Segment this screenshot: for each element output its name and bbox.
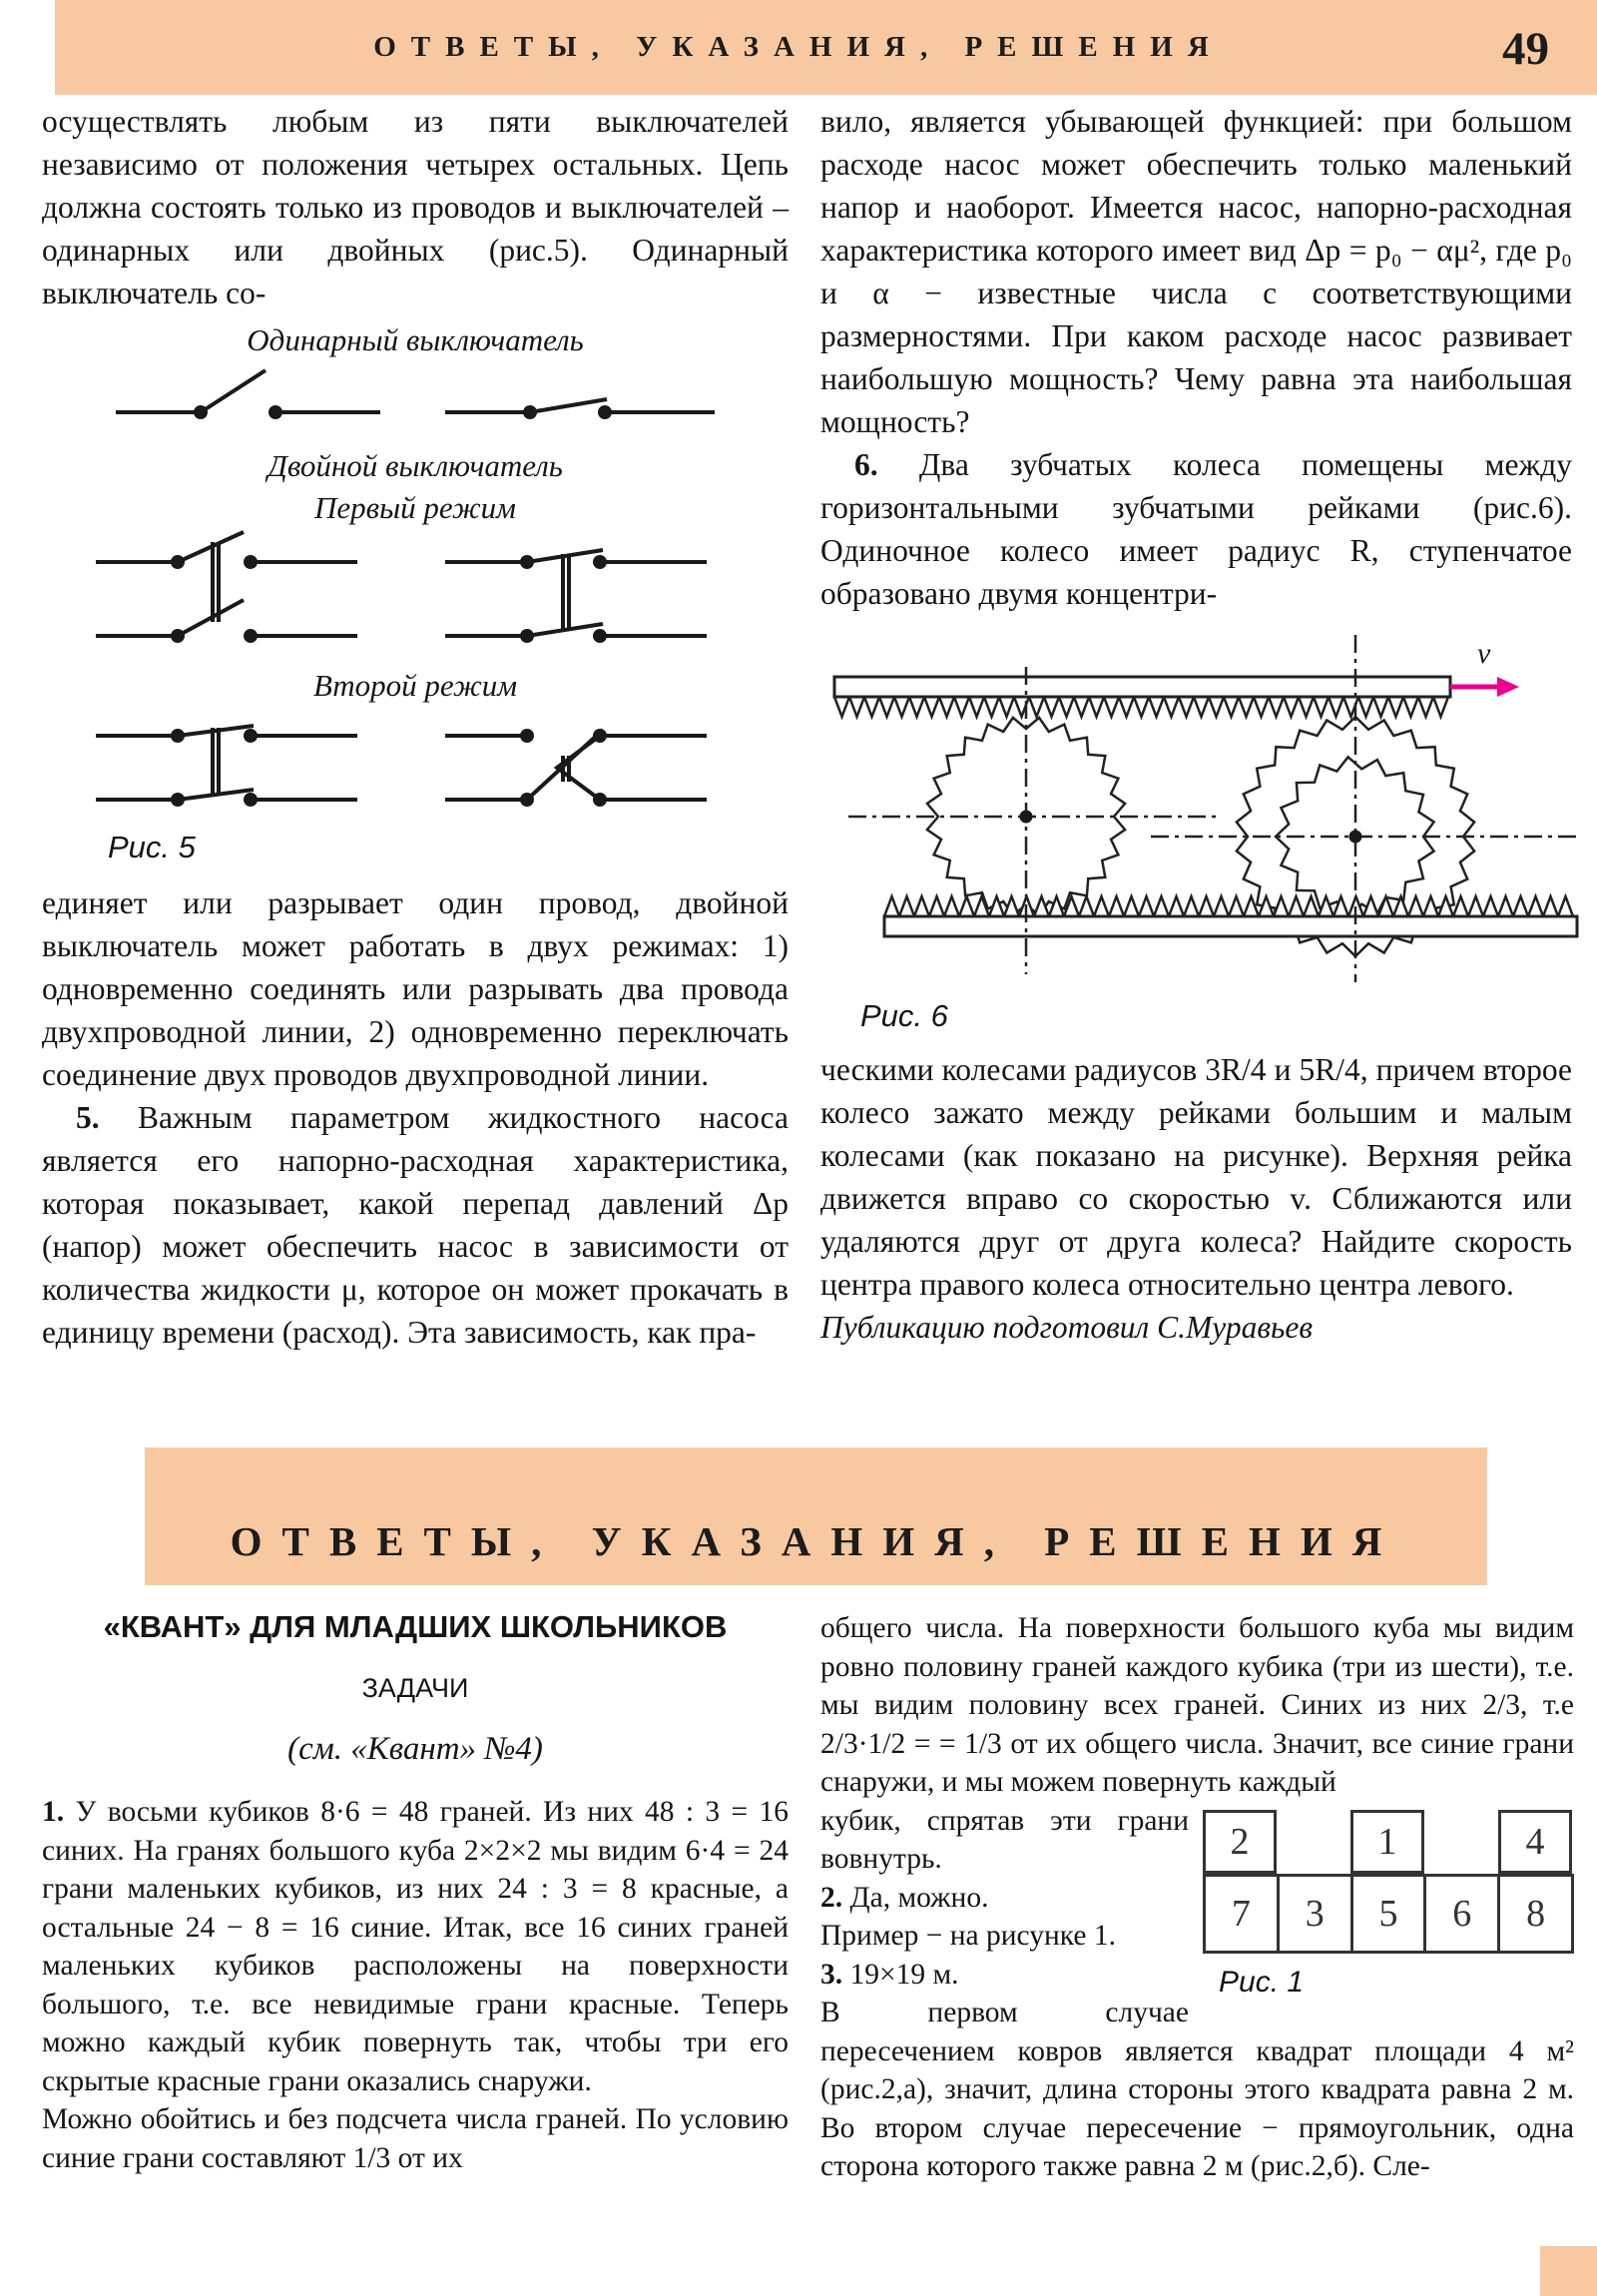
figure-5 bbox=[42, 320, 789, 867]
single-switch-diagram bbox=[116, 362, 715, 434]
gears-and-racks-diagram bbox=[826, 629, 1580, 988]
grid-cell: 1 bbox=[1350, 1810, 1424, 1874]
grid-cell: 5 bbox=[1350, 1874, 1427, 1954]
figure-1 bbox=[1203, 1810, 1574, 2000]
answer-2-number: 2. bbox=[820, 1881, 843, 1914]
velocity-arrowhead bbox=[1497, 677, 1519, 697]
fig1-grid-bottom-row bbox=[1203, 1874, 1574, 1954]
kvant-section-heading: «КВАНТ» ДЛЯ МЛАДШИХ ШКОЛЬНИКОВ bbox=[103, 1609, 728, 1644]
left-gear-center-dot bbox=[1020, 811, 1033, 824]
kvant-right-column bbox=[820, 1609, 1574, 2186]
problem-6-text: Два зубчатых колеса помещены между горизонтальными зубчатыми рейками (рис.6). Одиночное колесо имеет радиус R, ступенчатое образовано двумя концентри- bbox=[820, 447, 1572, 611]
velocity-label: v bbox=[1477, 637, 1491, 670]
answer-1-number: 1. bbox=[42, 1796, 65, 1828]
section-banner bbox=[145, 1447, 1487, 1585]
figure-6 bbox=[820, 629, 1572, 1036]
double-switch-mode1-diagram bbox=[96, 530, 735, 662]
paragraph-problem-5 bbox=[42, 1096, 789, 1354]
top-rack-body bbox=[834, 677, 1450, 697]
page-number: 49 bbox=[1502, 23, 1549, 75]
paragraph-gears: ческими колесами радиусов 3R/4 и 5R/4, причем второе колесо зажато между рейками большим и малым колесами (как показано на рисунке). Верхняя рейка движется вправо со скоростью v. Сближаются или удаляются друг от друга колеса? Найдите скорость центра правого колеса относительно центра левого. bbox=[820, 1052, 1572, 1302]
grid-cell: 3 bbox=[1277, 1874, 1353, 1954]
answer-1-end: кубик, спрятав эти грани вовнутрь. bbox=[820, 1804, 1189, 1875]
grid-gap bbox=[1277, 1810, 1350, 1874]
grid-cell: 4 bbox=[1498, 1810, 1572, 1874]
grid-gap bbox=[1424, 1810, 1498, 1874]
paragraph-pump: вило, является убывающей функцией: при большом расходе насос может обеспечить только маленький напор и наоборот. Имеется насос, напорно-расходная характеристика которого имеет вид Δp = p₀ − αμ², где p₀ и α − известные числа с соответствующими размерностями. При каком расходе насос развивает наибольшую мощность? Чему равна эта наибольшая мощность? bbox=[820, 104, 1572, 439]
answer-1-alt-paragraph: Можно обойтись и без подсчета числа граней. По условию синие грани составляют 1/3 от их bbox=[42, 2103, 789, 2174]
fig1-grid-top-row bbox=[1203, 1810, 1574, 1874]
page-header-banner bbox=[0, 0, 1597, 95]
left-column bbox=[42, 100, 789, 1354]
answer-3-explanation: В первом случае пересечением ковров является квадрат площади 4 м² (рис.2,а), значит, длина стороны этого квадрата равна 2 м. Во втором случае пересечение − прямоугольник, одна сторона которого также равна 2 м (рис.2,б). Сле- bbox=[820, 1997, 1574, 2182]
problem-5-number: 5. bbox=[76, 1100, 100, 1135]
fig5-caption: Рис. 5 bbox=[108, 830, 196, 864]
fig5-title-single-switch: Одинарный выключатель bbox=[247, 322, 584, 357]
corner-square bbox=[1540, 2246, 1597, 2296]
running-head: ОТВЕТЫ, УКАЗАНИЯ, РЕШЕНИЯ bbox=[373, 31, 1224, 63]
fig1-caption: Рис. 1 bbox=[1219, 1965, 1305, 1999]
fig5-title-mode2: Второй режим bbox=[312, 668, 518, 703]
answer-1-paragraph bbox=[42, 1793, 789, 2100]
fig6-caption: Рис. 6 bbox=[860, 998, 948, 1033]
paragraph-problem-6 bbox=[820, 443, 1572, 615]
kvant-reference: (см. «Квант» №4) bbox=[287, 1731, 543, 1767]
byline: Публикацию подготовил С.Муравьев bbox=[820, 1310, 1314, 1345]
fig5-title-double-switch: Двойной выключатель bbox=[267, 448, 563, 483]
fig5-title-mode1: Первый режим bbox=[314, 490, 516, 525]
section-banner-title: ОТВЕТЫ, УКАЗАНИЯ, РЕШЕНИЯ bbox=[230, 1518, 1402, 1564]
grid-cell: 8 bbox=[1497, 1874, 1574, 1954]
right-gear-center-dot bbox=[1349, 831, 1362, 844]
grid-cell: 6 bbox=[1423, 1874, 1500, 1954]
kvant-left-column bbox=[42, 1609, 789, 2177]
answer-3-text: 19×19 м. bbox=[849, 1958, 959, 1991]
problem-6-number: 6. bbox=[854, 447, 878, 482]
answer-2-example: Пример − на рисунке 1. bbox=[820, 1920, 1116, 1952]
grid-cell: 7 bbox=[1203, 1874, 1280, 1954]
answer-1-continuation: общего числа. На поверхности большого куба мы видим ровно половину граней каждого кубика (три из шести), т.е. мы видим половину всех граней. Синих из них 2/3, т.е 2/3·1/2 = = 1/3 от их общего числа. Значит, все синие грани снаружи, и мы можем повернуть каждый bbox=[820, 1612, 1574, 1798]
bottom-rack-body bbox=[884, 916, 1577, 936]
kvant-subheading: ЗАДАЧИ bbox=[361, 1673, 469, 1703]
grid-cell: 2 bbox=[1203, 1810, 1277, 1874]
double-switch-mode2-diagram bbox=[96, 708, 735, 820]
answer-2-text: Да, можно. bbox=[849, 1881, 989, 1914]
answer-3-number: 3. bbox=[820, 1958, 843, 1991]
paragraph-switch-modes: единяет или разрывает один провод, двойной выключатель может работать в двух режимах: 1) одновременно соединять или разрывать два провода двухпроводной линии, 2) одновременно переключать соединение двух проводов двухпроводной линии. bbox=[42, 885, 789, 1092]
paragraph-switches-intro: осуществлять любым из пяти выключателей независимо от положения четырех остальных. Цепь должна состоять только из проводов и выключателей – одинарных или двойных (рис.5). Одинарный выключатель со- bbox=[42, 104, 789, 310]
right-column bbox=[820, 100, 1572, 1349]
answer-1-text: У восьми кубиков 8·6 = 48 граней. Из них 48 : 3 = 16 синих. На гранях большого куба 2×2×2 мы видим 6·4 = 24 грани маленьких кубиков, из них 24 : 3 = 8 красные, а остальные 24 − 8 = 16 синие. Итак, все 16 синих граней маленьких кубиков расположены на поверхности большого, т.е. все невидимые грани красные. Теперь можно каждый кубик повернуть так, чтобы три его скрытые красные грани оказались снаружи. bbox=[42, 1796, 790, 2097]
problem-5-text: Важным параметром жидкостного насоса является его напорно-расходная характеристика, которая показывает, какой перепад давлений Δp (напор) может обеспечить насос в зависимости от количества жидкости μ, которое он может прокачать в единицу времени (расход). Эта зависимость, как пра- bbox=[42, 1100, 789, 1350]
